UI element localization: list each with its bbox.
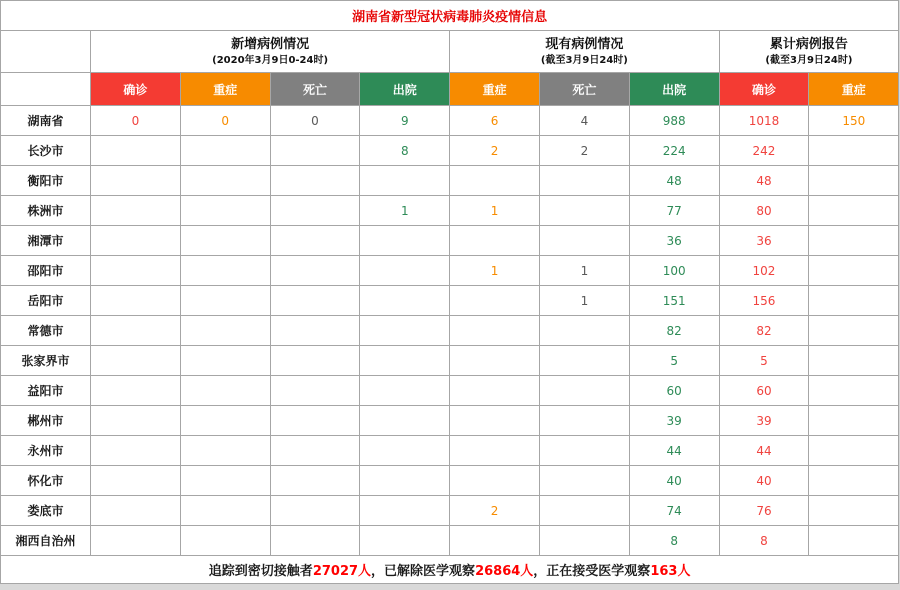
value-cell <box>809 166 899 196</box>
value-cell <box>180 466 270 496</box>
subheader-重症-8: 重症 <box>809 73 899 106</box>
group-cumulative-cases-note: (截至3月9日24时) <box>765 54 853 66</box>
value-cell <box>180 406 270 436</box>
value-cell <box>539 376 629 406</box>
value-cell <box>180 286 270 316</box>
region-name: 湖南省 <box>1 106 91 136</box>
value-cell <box>91 526 181 556</box>
group-current-cases <box>450 31 719 73</box>
value-cell <box>450 226 540 256</box>
value-cell <box>270 376 360 406</box>
value-cell: 48 <box>629 166 719 196</box>
value-cell <box>360 166 450 196</box>
value-cell <box>270 136 360 166</box>
value-cell <box>539 226 629 256</box>
subheader-死亡-2: 死亡 <box>270 73 360 106</box>
region-name: 株洲市 <box>1 196 91 226</box>
value-cell <box>180 436 270 466</box>
value-cell <box>270 526 360 556</box>
subheader-死亡-5: 死亡 <box>539 73 629 106</box>
value-cell <box>91 196 181 226</box>
value-cell <box>809 406 899 436</box>
value-cell <box>360 316 450 346</box>
value-cell <box>360 526 450 556</box>
value-cell <box>539 406 629 436</box>
value-cell: 36 <box>719 226 809 256</box>
value-cell <box>270 256 360 286</box>
table-row <box>1 226 899 256</box>
value-cell <box>270 496 360 526</box>
value-cell: 5 <box>629 346 719 376</box>
value-cell <box>91 316 181 346</box>
value-cell <box>270 436 360 466</box>
value-cell <box>450 316 540 346</box>
value-cell: 1 <box>360 196 450 226</box>
region-name: 岳阳市 <box>1 286 91 316</box>
region-name: 衡阳市 <box>1 166 91 196</box>
group-new-cases-note: (2020年3月9日0-24时) <box>212 54 329 66</box>
value-cell <box>270 286 360 316</box>
value-cell <box>180 346 270 376</box>
value-cell <box>539 436 629 466</box>
value-cell: 8 <box>719 526 809 556</box>
value-cell <box>270 196 360 226</box>
value-cell <box>180 196 270 226</box>
subheader-确诊-7: 确诊 <box>719 73 809 106</box>
region-name: 怀化市 <box>1 466 91 496</box>
value-cell: 1 <box>450 196 540 226</box>
value-cell: 6 <box>450 106 540 136</box>
value-cell <box>180 316 270 346</box>
group-cumulative-cases <box>719 31 899 73</box>
value-cell <box>809 286 899 316</box>
value-cell <box>91 286 181 316</box>
value-cell: 100 <box>629 256 719 286</box>
value-cell <box>539 166 629 196</box>
value-cell: 80 <box>719 196 809 226</box>
subheader-重症-1: 重症 <box>180 73 270 106</box>
table-row <box>1 466 899 496</box>
value-cell <box>360 496 450 526</box>
value-cell <box>91 496 181 526</box>
subheader-出院-3: 出院 <box>360 73 450 106</box>
value-cell: 82 <box>629 316 719 346</box>
value-cell: 0 <box>270 106 360 136</box>
value-cell: 76 <box>719 496 809 526</box>
value-cell <box>450 526 540 556</box>
subheader-确诊-0: 确诊 <box>91 73 181 106</box>
table-row <box>1 106 899 136</box>
page-title: 湖南省新型冠状病毒肺炎疫情信息 <box>352 10 548 25</box>
value-cell <box>360 286 450 316</box>
value-cell <box>91 226 181 256</box>
region-name: 娄底市 <box>1 496 91 526</box>
footer-label: ，已解除医学观察 <box>371 564 476 579</box>
value-cell: 44 <box>629 436 719 466</box>
region-subheader-cell <box>1 73 91 106</box>
value-cell <box>809 436 899 466</box>
value-cell <box>270 166 360 196</box>
value-cell <box>91 406 181 436</box>
region-name: 张家界市 <box>1 346 91 376</box>
table-row <box>1 376 899 406</box>
value-cell: 4 <box>539 106 629 136</box>
value-cell <box>809 316 899 346</box>
value-cell: 39 <box>719 406 809 436</box>
value-cell <box>180 226 270 256</box>
footer-label: 追踪到密切接触者 <box>208 564 313 579</box>
table-row <box>1 166 899 196</box>
value-cell <box>270 346 360 376</box>
value-cell: 2 <box>450 496 540 526</box>
value-cell <box>270 316 360 346</box>
value-cell <box>809 496 899 526</box>
title-row <box>1 1 899 31</box>
value-cell: 9 <box>360 106 450 136</box>
value-cell: 82 <box>719 316 809 346</box>
table-row <box>1 286 899 316</box>
value-cell: 1 <box>539 256 629 286</box>
value-cell: 40 <box>629 466 719 496</box>
value-cell: 74 <box>629 496 719 526</box>
table-row <box>1 136 899 166</box>
value-cell: 1 <box>450 256 540 286</box>
value-cell: 8 <box>629 526 719 556</box>
value-cell <box>91 256 181 286</box>
value-cell <box>180 136 270 166</box>
group-new-cases-label: 新增病例情况 <box>231 37 310 53</box>
value-cell: 151 <box>629 286 719 316</box>
value-cell <box>809 196 899 226</box>
value-cell <box>809 346 899 376</box>
value-cell: 44 <box>719 436 809 466</box>
value-cell <box>91 436 181 466</box>
value-cell <box>450 406 540 436</box>
value-cell <box>91 136 181 166</box>
value-cell <box>809 256 899 286</box>
value-cell <box>180 376 270 406</box>
value-cell <box>450 166 540 196</box>
value-cell <box>360 256 450 286</box>
value-cell <box>180 166 270 196</box>
value-cell <box>809 226 899 256</box>
region-name: 邵阳市 <box>1 256 91 286</box>
region-name: 郴州市 <box>1 406 91 436</box>
region-name: 常德市 <box>1 316 91 346</box>
value-cell <box>91 166 181 196</box>
table-row <box>1 316 899 346</box>
value-cell <box>539 466 629 496</box>
table-row <box>1 256 899 286</box>
footer-label: ，正在接受医学观察 <box>533 564 651 579</box>
value-cell: 2 <box>450 136 540 166</box>
value-cell <box>270 226 360 256</box>
value-cell <box>360 406 450 436</box>
group-new-cases <box>91 31 450 73</box>
value-cell <box>450 436 540 466</box>
region-name: 益阳市 <box>1 376 91 406</box>
region-name: 长沙市 <box>1 136 91 166</box>
value-cell <box>450 376 540 406</box>
value-cell: 0 <box>180 106 270 136</box>
region-name: 湘西自治州 <box>1 526 91 556</box>
value-cell: 1018 <box>719 106 809 136</box>
value-cell <box>360 226 450 256</box>
value-cell: 242 <box>719 136 809 166</box>
value-cell: 40 <box>719 466 809 496</box>
value-cell <box>450 466 540 496</box>
value-cell <box>539 496 629 526</box>
value-cell <box>539 526 629 556</box>
value-cell: 48 <box>719 166 809 196</box>
value-cell <box>360 436 450 466</box>
value-cell: 988 <box>629 106 719 136</box>
column-group-row <box>1 31 899 73</box>
value-cell: 77 <box>629 196 719 226</box>
table-row <box>1 436 899 466</box>
value-cell <box>539 346 629 376</box>
subheader-重症-4: 重症 <box>450 73 540 106</box>
table-row <box>1 406 899 436</box>
value-cell <box>180 526 270 556</box>
value-cell: 102 <box>719 256 809 286</box>
value-cell <box>809 376 899 406</box>
value-cell <box>360 466 450 496</box>
value-cell <box>91 466 181 496</box>
footer-count: 26864人 <box>475 564 534 579</box>
footer-count: 27027人 <box>312 564 372 579</box>
value-cell <box>809 136 899 166</box>
value-cell: 8 <box>360 136 450 166</box>
value-cell <box>180 256 270 286</box>
value-cell <box>91 346 181 376</box>
table-row <box>1 526 899 556</box>
value-cell <box>539 316 629 346</box>
value-cell <box>270 406 360 436</box>
group-current-cases-label: 现有病例情况 <box>545 37 624 53</box>
group-cumulative-cases-label: 累计病例报告 <box>769 37 848 53</box>
value-cell <box>180 496 270 526</box>
value-cell <box>360 346 450 376</box>
value-cell <box>91 376 181 406</box>
table-row <box>1 196 899 226</box>
value-cell: 156 <box>719 286 809 316</box>
table-row <box>1 496 899 526</box>
footer-row <box>1 556 899 584</box>
table-row <box>1 346 899 376</box>
value-cell: 60 <box>629 376 719 406</box>
value-cell <box>270 466 360 496</box>
region-name: 永州市 <box>1 436 91 466</box>
value-cell: 60 <box>719 376 809 406</box>
footer-count: 163人 <box>650 564 691 579</box>
value-cell: 224 <box>629 136 719 166</box>
value-cell: 5 <box>719 346 809 376</box>
value-cell: 0 <box>91 106 181 136</box>
subheader-出院-6: 出院 <box>629 73 719 106</box>
value-cell <box>450 286 540 316</box>
value-cell: 150 <box>809 106 899 136</box>
value-cell <box>809 526 899 556</box>
value-cell: 39 <box>629 406 719 436</box>
value-cell <box>539 196 629 226</box>
region-header-cell <box>1 31 91 73</box>
footer-note <box>209 564 691 579</box>
value-cell: 36 <box>629 226 719 256</box>
group-current-cases-note: (截至3月9日24时) <box>540 54 628 66</box>
value-cell <box>360 376 450 406</box>
subheader-row <box>1 73 899 106</box>
value-cell <box>809 466 899 496</box>
value-cell <box>450 346 540 376</box>
value-cell: 1 <box>539 286 629 316</box>
region-name: 湘潭市 <box>1 226 91 256</box>
value-cell: 2 <box>539 136 629 166</box>
